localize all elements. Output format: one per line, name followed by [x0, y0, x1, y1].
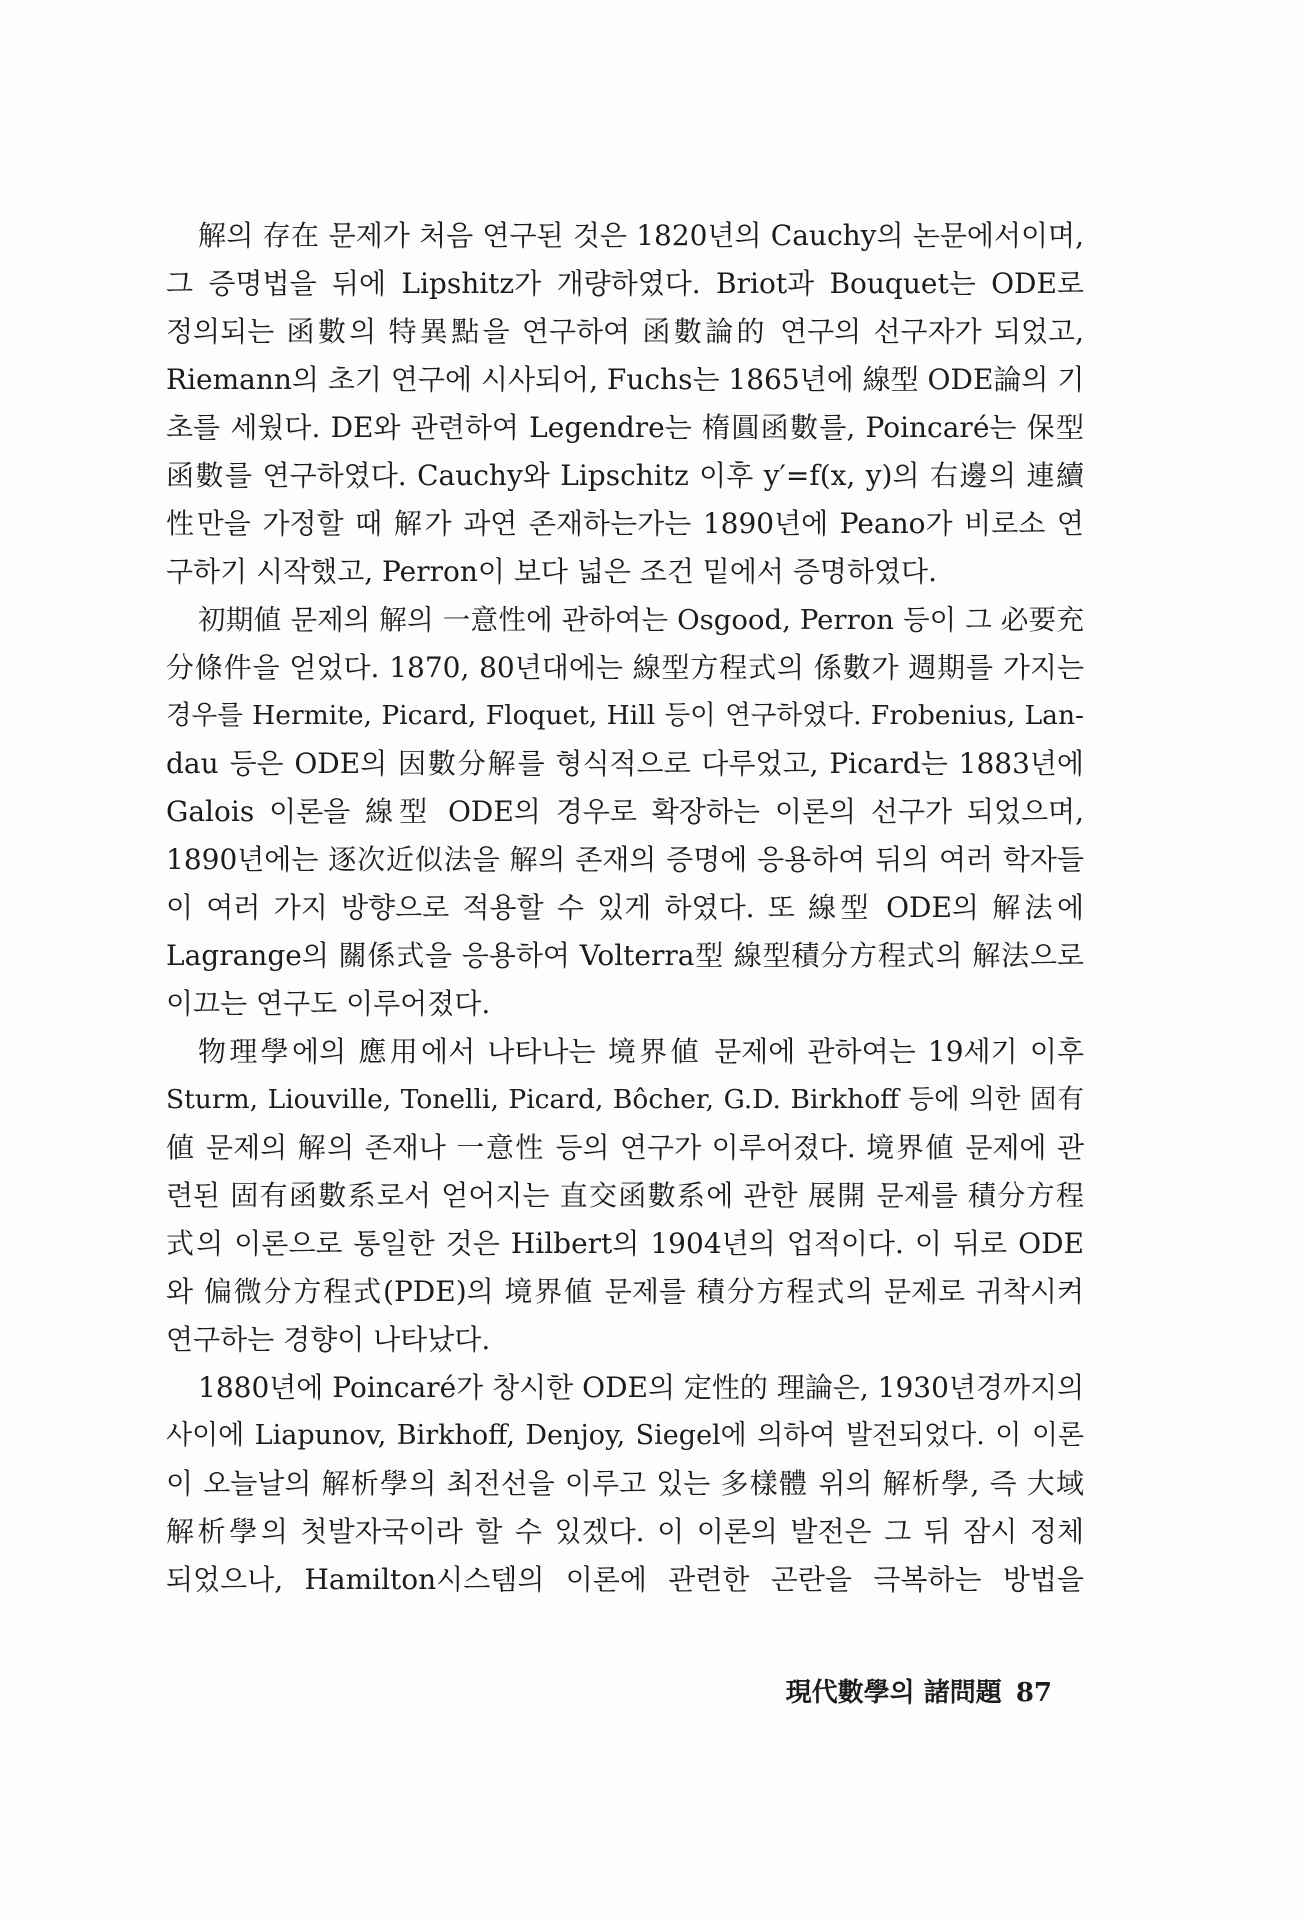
text-line: 1890년에는 逐次近似法을 解의 존재의 증명에 응용하여 뒤의 여러 학자들	[166, 843, 1084, 876]
text-line: 解析學의 첫발자국이라 할 수 있겠다. 이 이론의 발전은 그 뒤 잠시 정체	[166, 1515, 1084, 1548]
page-number: 87	[1015, 1678, 1052, 1708]
text-line: Riemann의 초기 연구에 시사되어, Fuchs는 1865년에 線型 ODE論의 기	[166, 363, 1085, 396]
text-line: 이 여러 가지 방향으로 적용할 수 있게 하였다. 또 線型 ODE의 解法에	[166, 891, 1084, 924]
text-line: 初期値 문제의 解의 一意性에 관하여는 Osgood, Perron 등이 그 必要充	[198, 604, 1084, 636]
running-title: 現代數學의 諸問題	[785, 1678, 1002, 1708]
text-line: 函數를 연구하였다. Cauchy와 Lipschitz 이후 y′=f(x, y)의 右邊의 連續	[166, 459, 1084, 492]
text-line: 1880년에 Poincaré가 창시한 ODE의 定性的 理論은, 1930년경까지의	[198, 1371, 1085, 1404]
text-line: 物理學에의 應用에서 나타나는 境界値 문제에 관하여는 19세기 이후	[198, 1035, 1084, 1068]
page-footer	[786, 1672, 1052, 1709]
body-text	[166, 212, 1084, 1604]
text-line: 정의되는 函數의 特異點을 연구하여 函數論的 연구의 선구자가 되었고,	[166, 315, 1084, 348]
text-line: 초를 세웠다. DE와 관련하여 Legendre는 楕圓函數를, Poincaré는 保型	[166, 411, 1084, 444]
text-line: 연구하는 경향이 나타났다.	[166, 1323, 491, 1356]
text-line: 련된 固有函數系로서 얻어지는 直交函數系에 관한 展開 문제를 積分方程	[166, 1179, 1084, 1212]
text-line: 와 偏微分方程式(PDE)의 境界値 문제를 積分方程式의 문제로 귀착시켜	[166, 1275, 1084, 1308]
text-line: 이끄는 연구도 이루어졌다.	[166, 987, 491, 1020]
paragraph-1	[166, 212, 1084, 596]
paragraph-2	[166, 596, 1084, 1028]
text-line: 경우를 Hermite, Picard, Floquet, Hill 등이 연구하였다. Frobenius, Lan-	[166, 700, 1084, 731]
text-line: 性만을 가정할 때 解가 과연 존재하는가는 1890년에 Peano가 비로소 연	[166, 507, 1084, 540]
text-line: Lagrange의 關係式을 응용하여 Volterra型 線型積分方程式의 解法으로	[166, 939, 1084, 972]
text-line: 되었으나, Hamilton시스템의 이론에 관련한 곤란을 극복하는 방법을	[166, 1563, 1084, 1596]
paragraph-4	[166, 1364, 1084, 1604]
text-line: Galois 이론을 線型 ODE의 경우로 확장하는 이론의 선구가 되었으며,	[166, 795, 1084, 828]
text-line: dau 등은 ODE의 因數分解를 형식적으로 다루었고, Picard는 1883년에	[166, 747, 1084, 780]
text-line: 分條件을 얻었다. 1870, 80년대에는 線型方程式의 係數가 週期를 가지는	[166, 651, 1084, 684]
text-line: Sturm, Liouville, Tonelli, Picard, Bôcher, G.D. Birkhoff 등에 의한 固有	[166, 1084, 1084, 1115]
text-line: 구하기 시작했고, Perron이 보다 넓은 조건 밑에서 증명하였다.	[166, 555, 937, 588]
paragraph-3	[166, 1028, 1084, 1364]
text-line: 値 문제의 解의 존재나 一意性 등의 연구가 이루어졌다. 境界値 문제에 관	[166, 1131, 1084, 1164]
text-line: 式의 이론으로 통일한 것은 Hilbert의 1904년의 업적이다. 이 뒤로 ODE	[166, 1227, 1084, 1260]
text-line: 解의 存在 문제가 처음 연구된 것은 1820년의 Cauchy의 논문에서이며,	[198, 219, 1084, 252]
text-line: 이 오늘날의 解析學의 최전선을 이루고 있는 多樣體 위의 解析學, 즉 大域	[166, 1467, 1084, 1500]
text-line: 사이에 Liapunov, Birkhoff, Denjoy, Siegel에 의하여 발전되었다. 이 이론	[166, 1420, 1084, 1451]
text-line: 그 증명법을 뒤에 Lipshitz가 개량하였다. Briot과 Bouquet는 ODE로	[166, 267, 1084, 300]
